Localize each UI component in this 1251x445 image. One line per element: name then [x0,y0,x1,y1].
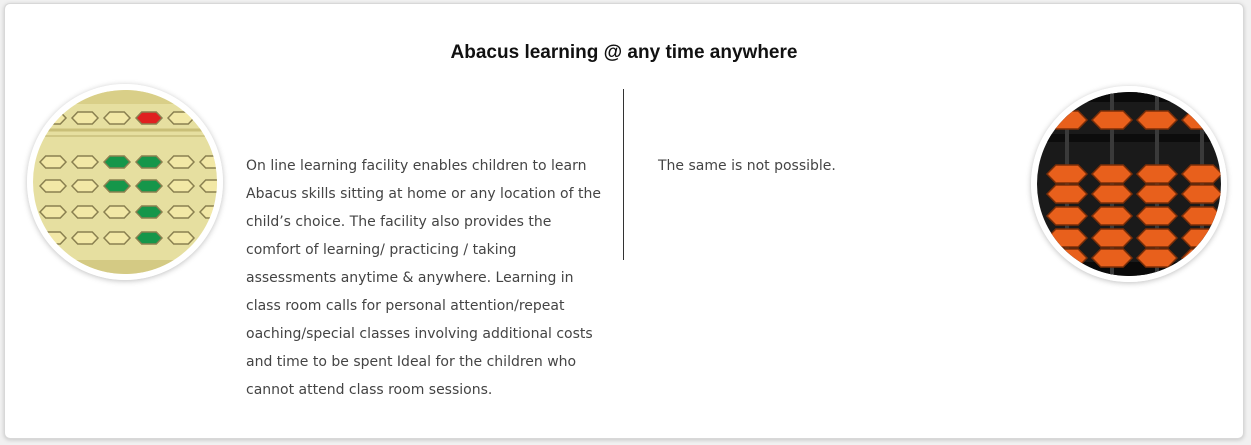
abacus-bead [1182,207,1221,225]
abacus-bead [1182,165,1221,183]
abacus-bead [1047,249,1087,267]
abacus-bead [1047,185,1087,203]
abacus-bead [1092,229,1132,247]
abacus-bead [168,232,194,244]
abacus-bead [136,232,162,244]
abacus-bead [168,112,194,124]
content-card [4,3,1244,439]
abacus-bead [200,232,217,244]
abacus-bead [1092,207,1132,225]
abacus-image-left [27,84,223,280]
abacus-bead [1182,185,1221,203]
abacus-bead [136,112,162,124]
abacus-bead [72,156,98,168]
abacus-bead [72,206,98,218]
abacus-bead [1092,111,1132,129]
abacus-bead [168,180,194,192]
abacus-image-right [1031,86,1227,282]
abacus-bead [104,112,130,124]
abacus-bead [1137,229,1177,247]
abacus-bead [136,206,162,218]
abacus-bead [40,180,66,192]
abacus-bead [104,232,130,244]
abacus-bead [72,232,98,244]
abacus-bead [1047,111,1087,129]
abacus-bead [104,180,130,192]
abacus-bead [40,156,66,168]
abacus-rod [1200,92,1204,276]
abacus-bead [1182,111,1221,129]
abacus-bead [1137,111,1177,129]
abacus-bead [1182,229,1221,247]
abacus-bead [168,156,194,168]
abacus-bead [1047,207,1087,225]
abacus-bead [72,112,98,124]
abacus-bead [1182,249,1221,267]
online-learning-description: On line learning facility enables children to learn Abacus skills sitting at home or any location of the child’s choice. The facility also provides the comfort of learning/ practicing / taking assessments anytime & anywhere. Learning in class room calls for personal attention/repeat oaching/special classes involving additional costs and time to be spent Ideal for the children who cannot attend class room sessions. [246,158,601,398]
abacus-bead [1047,229,1087,247]
abacus-bead [1137,207,1177,225]
abacus-bead [136,156,162,168]
abacus-bead [1137,185,1177,203]
abacus-bead [40,232,66,244]
abacus-bead [1047,165,1087,183]
abacus-bead [136,180,162,192]
abacus-bead [1092,165,1132,183]
classroom-comparison-text: The same is not possible. [658,158,836,174]
abacus-bead [104,206,130,218]
abacus-bead [72,180,98,192]
abacus-bead [104,156,130,168]
abacus-bead [40,112,66,124]
column-divider [623,89,624,260]
abacus-bead [1092,249,1132,267]
abacus-orange-illustration [1037,92,1221,276]
abacus-bead [1092,185,1132,203]
abacus-yellow-illustration [33,90,217,274]
section-title: Abacus learning @ any time anywhere [450,42,798,63]
abacus-bead [1137,165,1177,183]
abacus-bead [168,206,194,218]
abacus-bead [1137,249,1177,267]
abacus-bead [200,112,217,124]
abacus-bead [40,206,66,218]
